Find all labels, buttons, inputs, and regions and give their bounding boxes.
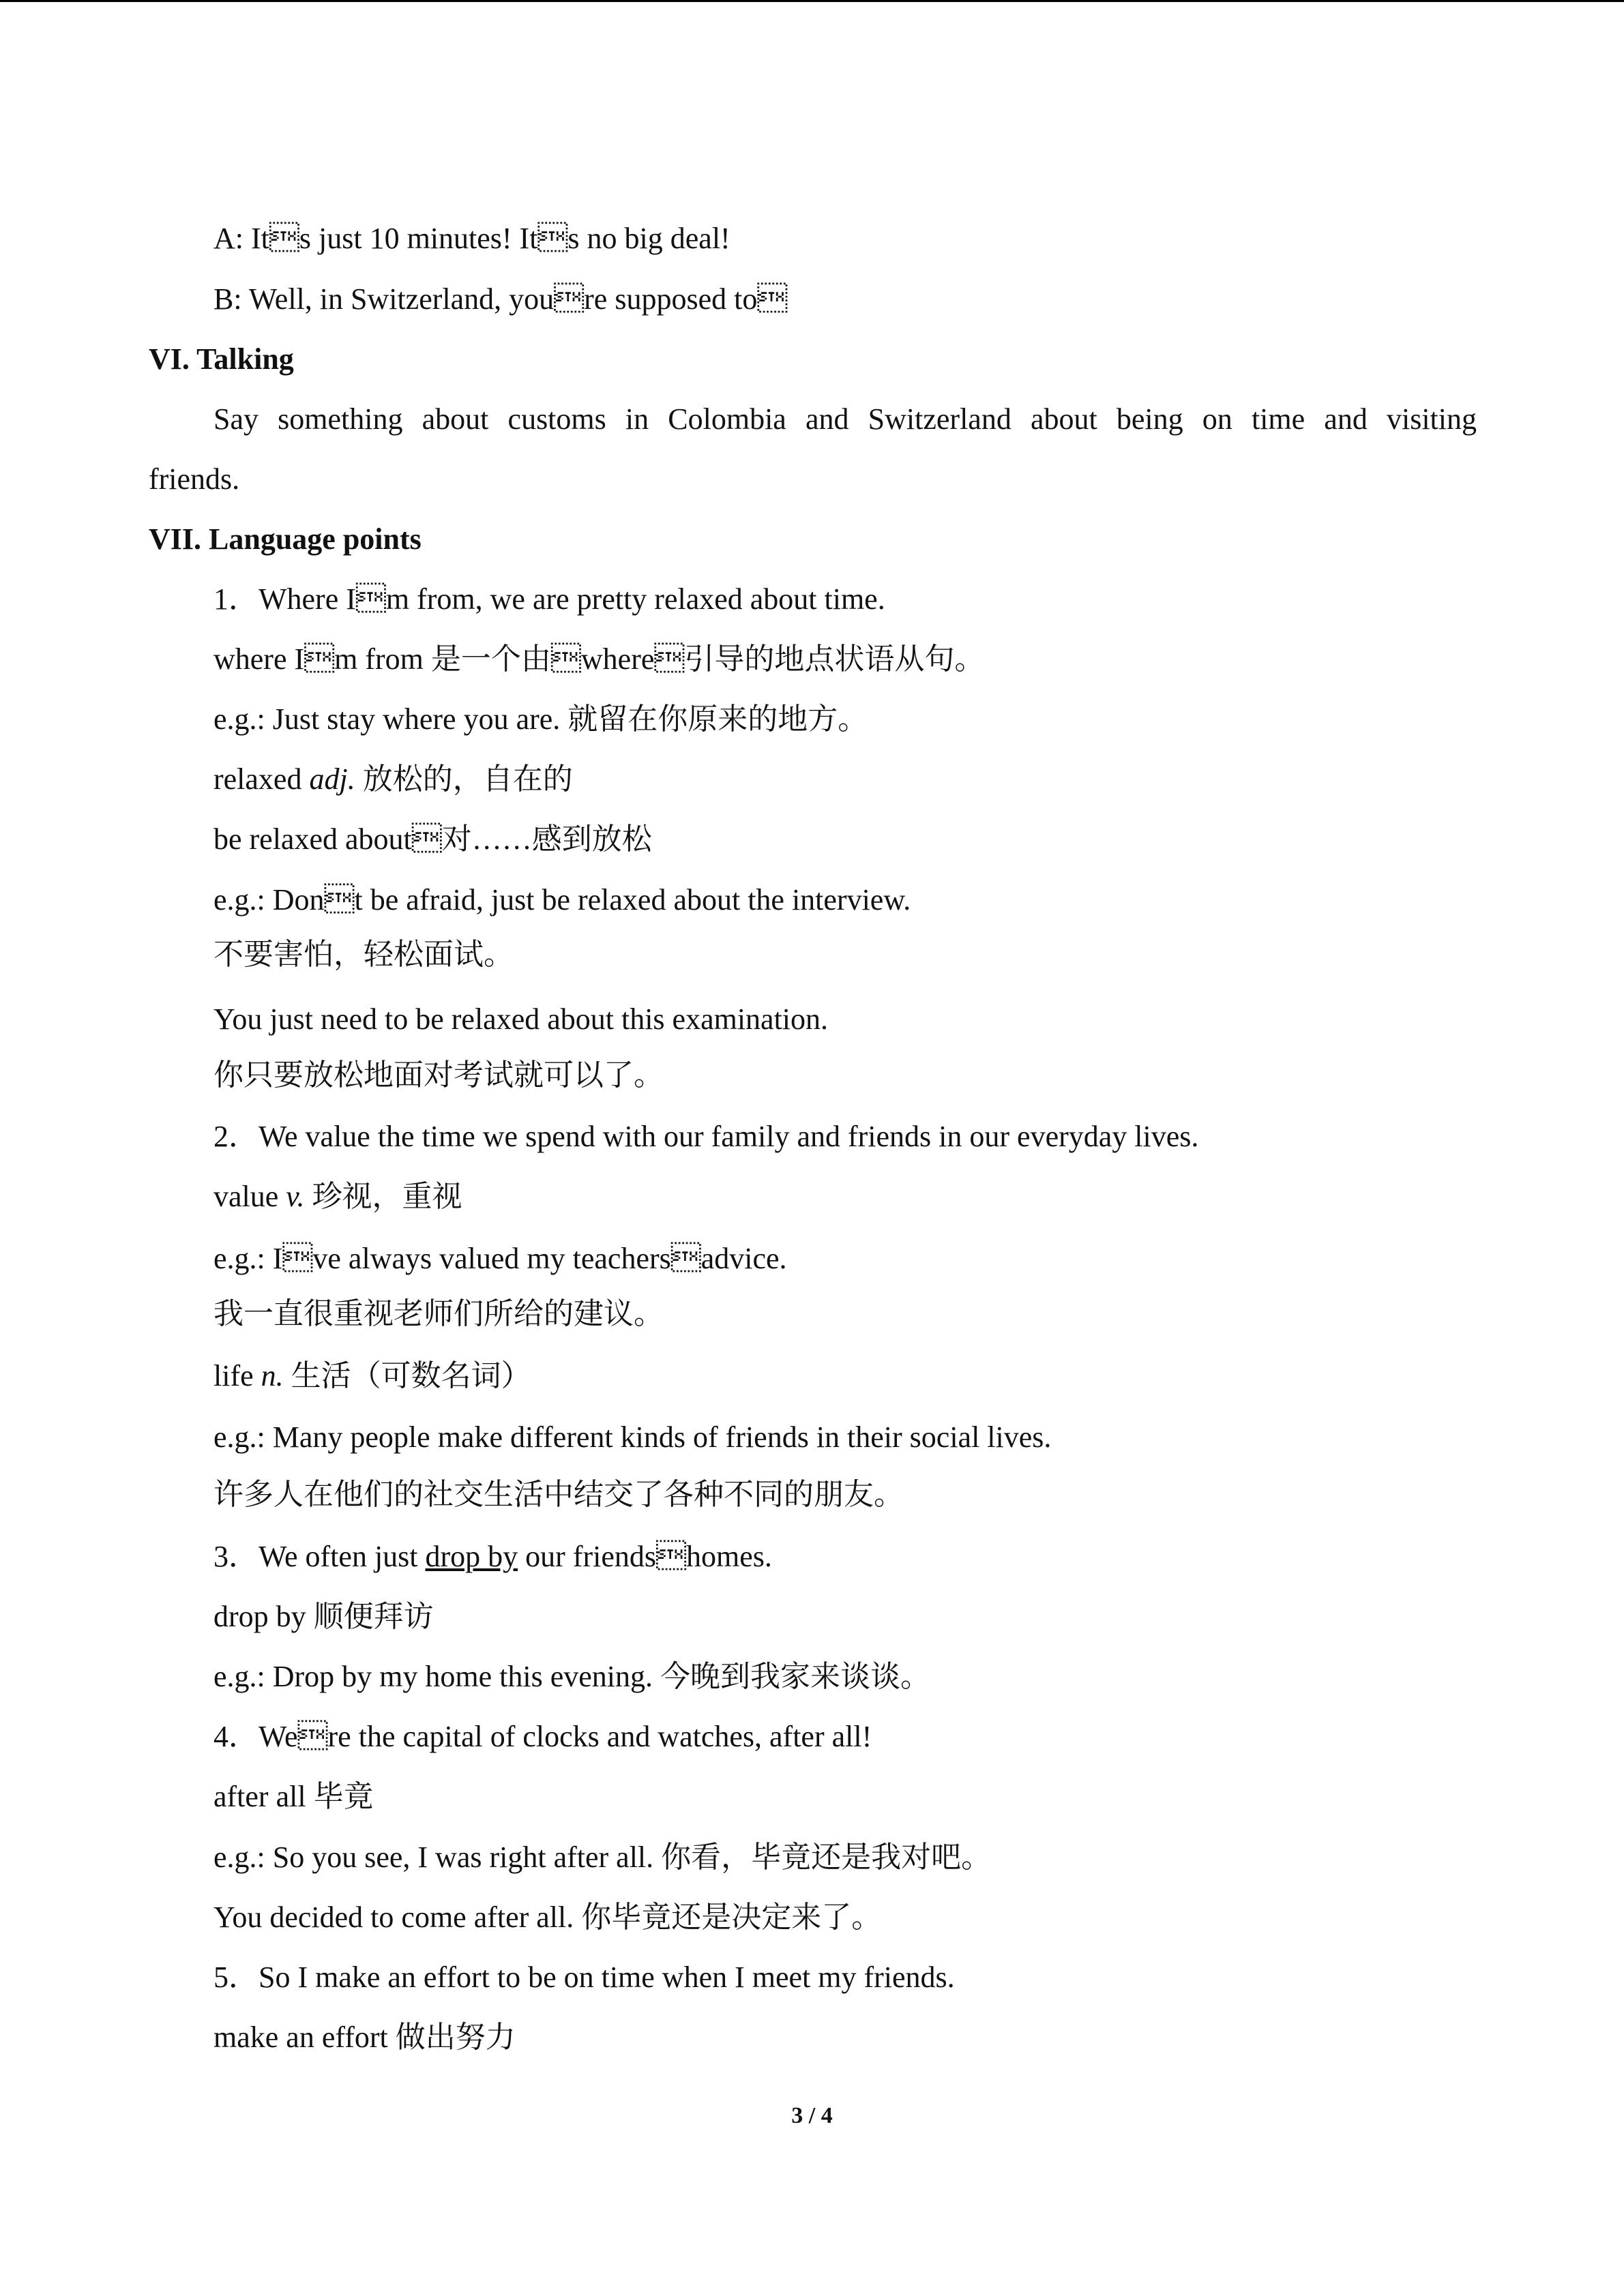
point-1-example-2-zh: 不要害怕，轻松面试。 <box>213 938 514 971</box>
part-of-speech: n. <box>261 1359 284 1392</box>
vocab-word: relaxed <box>213 762 310 796</box>
talking-text-line2: friends. <box>149 462 240 496</box>
point-2-title: 2．We value the time we spend with our family and friends in our everyday lives. <box>213 1120 1199 1153</box>
part-of-speech: v. <box>286 1180 305 1213</box>
point-1-vocab <box>213 759 573 800</box>
talking-text-line1: Say something about customs in Colombia and Switzerland about being on time and visiting <box>213 402 1477 436</box>
part-of-speech: adj. <box>309 762 355 796</box>
vocab-word: value <box>213 1180 286 1213</box>
point-2-example-2-zh: 许多人在他们的社交生活中结交了各种不同的朋友。 <box>213 1478 904 1511</box>
vocab-meaning: 珍视，重视 <box>304 1180 462 1213</box>
point-4-vocab: after all 毕竟 <box>213 1780 374 1813</box>
point-1-note: where Im from 是一个由where引导的地点状语从句。 <box>213 642 985 676</box>
point-4-example-2: You decided to come after all. 你毕竟还是决定来了。 <box>213 1900 882 1934</box>
point-5-vocab: make an effort 做出努力 <box>213 2021 516 2054</box>
underlined-phrase: drop by <box>425 1540 518 1573</box>
dialogue-line-a: A: Its just 10 minutes! Its no big deal! <box>213 222 730 255</box>
point-1-example-1: e.g.: Just stay where you are. 就留在你原来的地方。 <box>213 702 868 736</box>
point-3-example: e.g.: Drop by my home this evening. 今晚到我家来谈谈。 <box>213 1660 931 1693</box>
point-2-vocab-2 <box>213 1356 531 1397</box>
point-3-vocab: drop by 顺便拜访 <box>213 1600 434 1633</box>
point-1-example-2-en: e.g.: Dont be afraid, just be relaxed about the interview. <box>213 883 911 916</box>
point-2-example-1-zh: 我一直很重视老师们所给的建议。 <box>213 1297 664 1330</box>
vocab-meaning: 放松的，自在的 <box>355 762 573 796</box>
section-heading-language-points: VII. Language points <box>149 522 422 556</box>
point-3-title-pre: 3．We often just <box>213 1540 426 1573</box>
point-2-vocab-1 <box>213 1176 462 1217</box>
section-heading-talking: VI. Talking <box>149 342 294 376</box>
point-3-title <box>213 1536 772 1577</box>
point-5-title: 5．So I make an effort to be on time when I meet my friends. <box>213 1960 955 1994</box>
vocab-meaning: 生活（可数名词） <box>283 1359 531 1392</box>
page-number: 3 / 4 <box>791 2103 833 2128</box>
point-2-example-2-en: e.g.: Many people make different kinds of friends in their social lives. <box>213 1420 1052 1454</box>
point-3-title-post: our friendshomes. <box>518 1540 772 1573</box>
point-1-phrase: be relaxed about对……感到放松 <box>213 822 652 856</box>
point-1-example-3-zh: 你只要放松地面对考试就可以了。 <box>213 1058 664 1092</box>
point-1-title: 1．Where Im from, we are pretty relaxed about time. <box>213 582 885 616</box>
dialogue-line-b: B: Well, in Switzerland, youre supposed to <box>213 282 788 316</box>
point-2-example-1-en: e.g.: Ive always valued my teachersadvice. <box>213 1242 787 1275</box>
point-4-example-1: e.g.: So you see, I was right after all. 你看，毕竟还是我对吧。 <box>213 1840 992 1874</box>
point-4-title: 4．Were the capital of clocks and watches, after all! <box>213 1720 872 1753</box>
vocab-word: life <box>213 1359 261 1392</box>
point-1-example-3-en: You just need to be relaxed about this examination. <box>213 1002 829 1036</box>
